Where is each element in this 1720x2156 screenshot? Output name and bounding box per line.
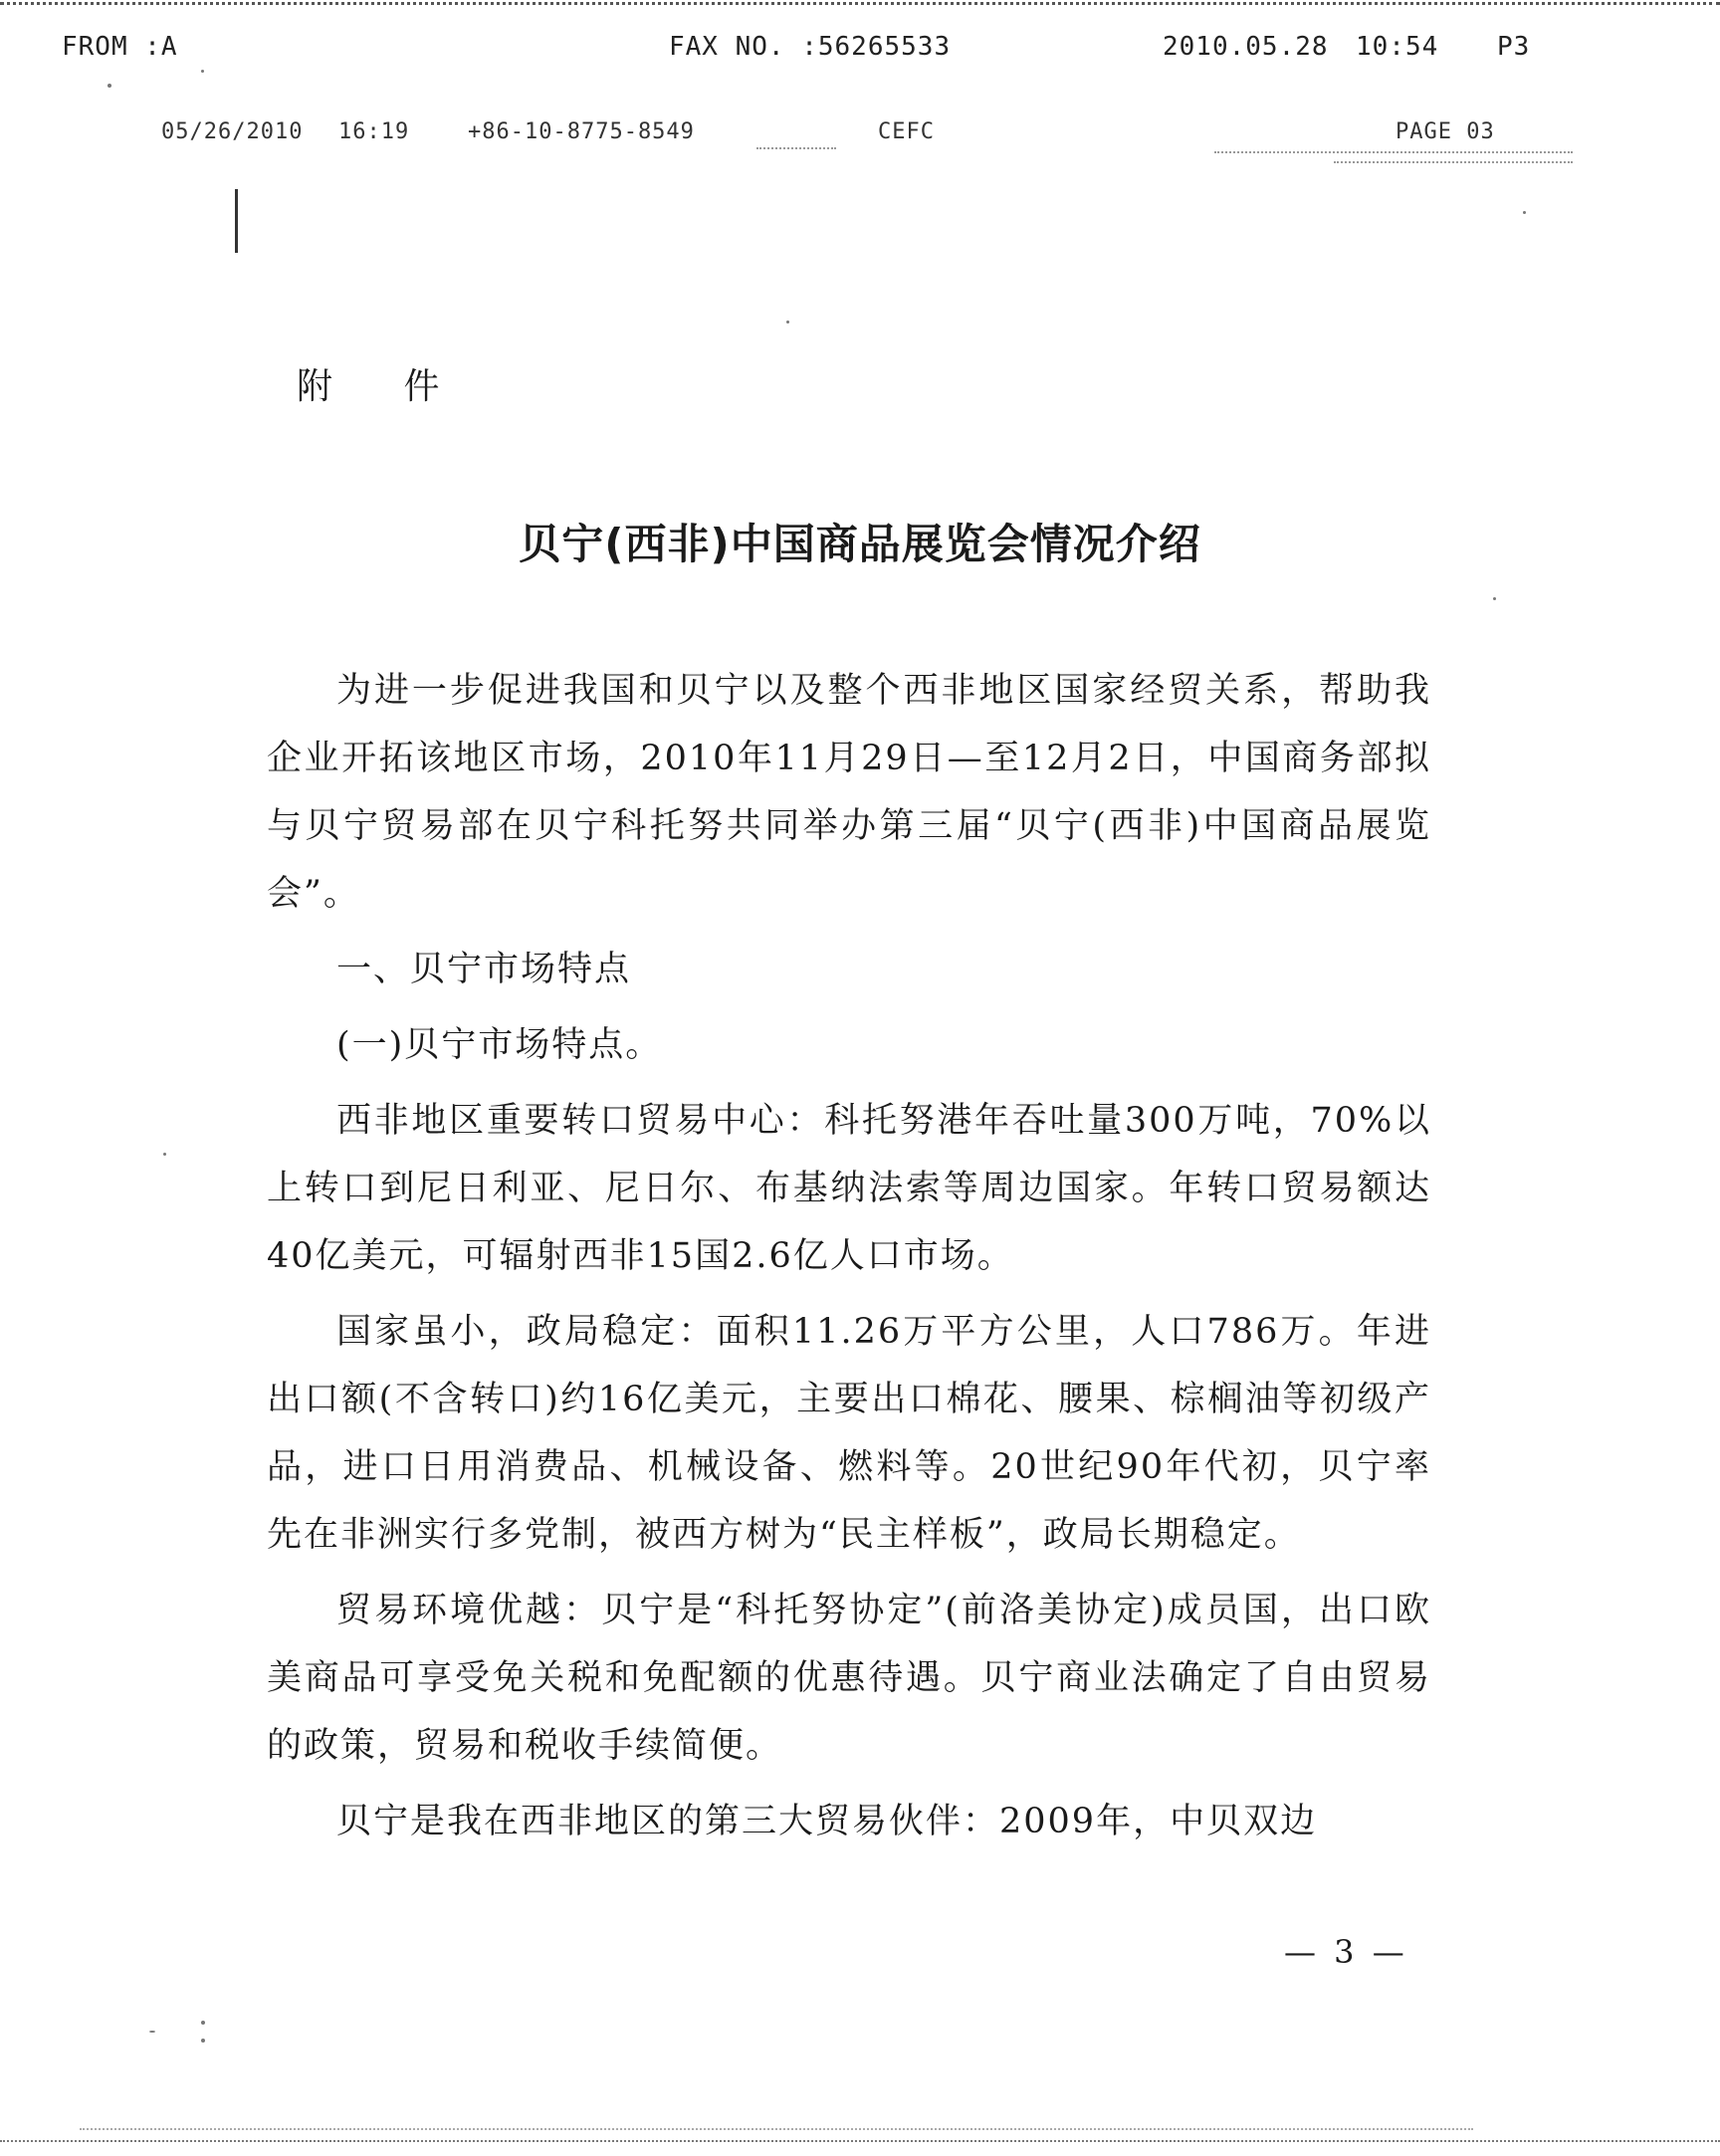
scan-speck bbox=[786, 321, 789, 323]
fax-time: 10:54 bbox=[1356, 32, 1439, 62]
scan-speck bbox=[201, 2039, 205, 2043]
scan-noise bbox=[80, 2128, 1473, 2130]
fax-sub-phone: +86-10-8775-8549 bbox=[468, 119, 695, 144]
fax-sub-org: CEFC bbox=[878, 119, 935, 144]
fax-sub-date: 05/26/2010 bbox=[161, 119, 304, 144]
scan-speck bbox=[163, 1153, 166, 1156]
scan-noise bbox=[1334, 161, 1573, 163]
top-scan-edge bbox=[0, 2, 1720, 5]
body-paragraph: 为进一步促进我国和贝宁以及整个西非地区国家经贸关系，帮助我企业开拓该地区市场，2010年11月29日—至12月2日，中国商务部拟与贝宁贸易部在贝宁科托努共同举办第三届“贝宁(西非)中国商品展览会”。 bbox=[267, 671, 1431, 914]
section-heading: 一、贝宁市场特点 bbox=[336, 950, 632, 989]
fax-sub-page: PAGE 03 bbox=[1396, 119, 1495, 144]
body-paragraph: 贝宁是我在西非地区的第三大贸易伙伴：2009年，中贝双边 bbox=[336, 1802, 1318, 1841]
fax-date: 2010.05.28 bbox=[1163, 32, 1329, 62]
scan-speck bbox=[1493, 597, 1496, 600]
fax-number: FAX NO. :56265533 bbox=[669, 32, 952, 62]
scan-noise bbox=[756, 147, 836, 149]
margin-mark bbox=[235, 189, 238, 253]
fax-sub-time: 16:19 bbox=[338, 119, 410, 144]
body-paragraph: 西非地区重要转口贸易中心：科托努港年吞吐量300万吨，70%以上转口到尼日利亚、尼日尔、布基纳法索等周边国家。年转口贸易额达40亿美元，可辐射西非15国2.6亿人口市场。 bbox=[267, 1101, 1431, 1276]
page-number: — 3 — bbox=[1284, 1933, 1408, 1971]
body-paragraph: 国家虽小，政局稳定：面积11.26万平方公里，人口786万。年进出口额(不含转口)约16亿美元，主要出口棉花、腰果、棕榈油等初级产品，进口日用消费品、机械设备、燃料等。20世纪90年代初，贝宁率先在非洲实行多党制，被西方树为“民主样板”，政局长期稳定。 bbox=[267, 1312, 1431, 1555]
scan-speck bbox=[149, 2031, 155, 2033]
document-title: 贝宁(西非)中国商品展览会情况介绍 bbox=[519, 520, 1201, 568]
attachment-label: 附 件 bbox=[297, 366, 470, 407]
scan-speck bbox=[201, 70, 204, 73]
body-paragraph: 贸易环境优越：贝宁是“科托努协定”(前洛美协定)成员国，出口欧美商品可享受免关税和免配额的优惠待遇。贝宁商业法确定了自由贸易的政策，贸易和税收手续简便。 bbox=[267, 1591, 1431, 1766]
fax-page: P3 bbox=[1497, 32, 1531, 62]
document-body bbox=[267, 657, 1431, 1855]
scan-speck bbox=[201, 2021, 205, 2025]
scan-speck bbox=[1523, 211, 1526, 214]
scan-speck bbox=[108, 84, 111, 88]
bottom-scan-edge bbox=[0, 2140, 1720, 2142]
fax-from: FROM :A bbox=[62, 32, 178, 62]
subsection-heading: (一)贝宁市场特点。 bbox=[336, 1025, 663, 1065]
scan-noise bbox=[1214, 151, 1573, 153]
